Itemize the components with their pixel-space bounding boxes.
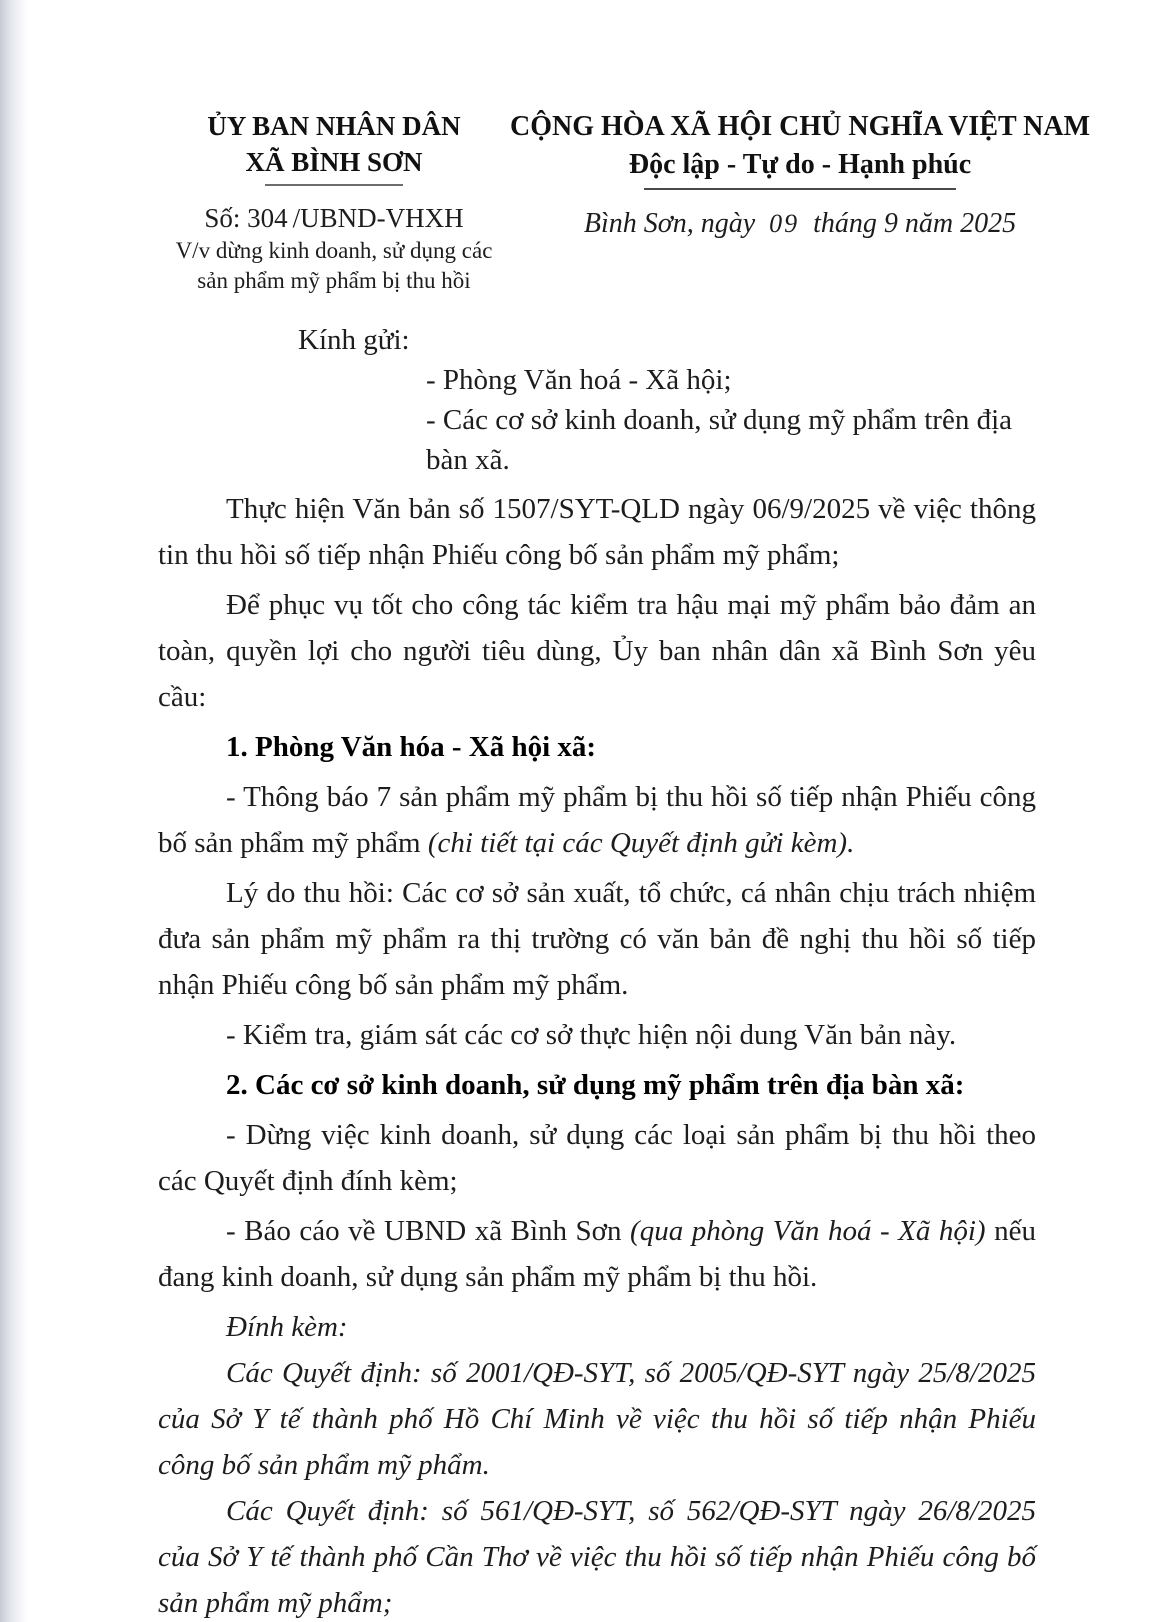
motto-underline-rule [644, 188, 956, 190]
authority-underline-rule [265, 184, 403, 186]
recipient-item: - Phòng Văn hoá - Xã hội; [426, 364, 732, 396]
date-day-filled: 09 [769, 209, 800, 238]
section2-item2 [158, 1208, 1036, 1300]
section2-item1: - Dừng việc kinh doanh, sử dụng các loại sản phẩm bị thu hồi theo các Quyết định đính kèm; [158, 1119, 1036, 1197]
document-header [158, 108, 1091, 296]
attachments-label: Đính kèm: [226, 1311, 348, 1343]
recipient-item: - Các cơ sở kinh doanh, sử dụng mỹ phẩm trên địa bàn xã. [426, 404, 1013, 476]
authority-name-line2: XÃ BÌNH SƠN [245, 147, 423, 177]
issuing-authority-block [158, 108, 510, 296]
authority-name-line1: ỦY BAN NHÂN DÂN [207, 111, 461, 141]
document-content [158, 0, 1091, 1622]
national-motto: Độc lập - Tự do - Hạnh phúc [628, 149, 972, 180]
attachment-item-1: Các Quyết định: số 2001/QĐ-SYT, số 2005/QĐ-SYT ngày 25/8/2025 của Sở Y tế thành phố Hồ Chí Minh về việc thu hồi số tiếp nhận Phiếu công bố sản phẩm mỹ phẩm. [158, 1357, 1036, 1481]
national-motto-block [510, 108, 1090, 296]
section1-reason: Lý do thu hồi: Các cơ sở sản xuất, tổ chức, cá nhân chịu trách nhiệm đưa sản phẩm mỹ phẩm ra thị trường có văn bản đề nghị thu hồi số tiếp nhận Phiếu công bố sản phẩm mỹ phẩm. [158, 877, 1036, 1001]
section2-item2-text2: nếu đang kinh doanh, sử dụng sản phẩm mỹ phẩm bị thu hồi. [158, 1215, 1036, 1293]
scan-edge-shadow [0, 0, 28, 1622]
document-subject-line2: sản phẩm mỹ phẩm bị thu hồi [197, 268, 471, 293]
document-subject-line1: V/v dừng kinh doanh, sử dụng các [175, 238, 493, 263]
recipient-list [426, 360, 1036, 480]
section1-item1-text: - Thông báo 7 sản phẩm mỹ phẩm bị thu hồi số tiếp nhận Phiếu công bố sản phẩm mỹ phẩm [158, 781, 1036, 859]
date-prefix: Bình Sơn, ngày [583, 208, 756, 239]
document-number-label: Số: 304 [204, 203, 288, 233]
paragraph-basis: Thực hiện Văn bản số 1507/SYT-QLD ngày 06/9/2025 về việc thông tin thu hồi số tiếp nhận Phiếu công bố sản phẩm mỹ phẩm; [158, 493, 1036, 571]
section2-heading: 2. Các cơ sở kinh doanh, sử dụng mỹ phẩm trên địa bàn xã: [226, 1069, 965, 1101]
document-body [158, 320, 1036, 1622]
document-number-code: /UBND-VHXH [292, 203, 464, 233]
document-number-line [158, 200, 510, 236]
national-title: CỘNG HÒA XÃ HỘI CHỦ NGHĨA VIỆT NAM [510, 111, 1091, 142]
date-suffix: tháng 9 năm 2025 [813, 208, 1017, 239]
section2-item2-note: (qua phòng Văn hoá - Xã hội) [630, 1215, 986, 1247]
section1-item1 [158, 774, 1036, 866]
paragraph-purpose: Để phục vụ tốt cho công tác kiểm tra hậu mại mỹ phẩm bảo đảm an toàn, quyền lợi cho người tiêu dùng, Ủy ban nhân dân xã Bình Sơn yêu cầu: [158, 589, 1036, 713]
section2-item2-text1: - Báo cáo về UBND xã Bình Sơn [226, 1215, 631, 1247]
attachment-item-2: Các Quyết định: số 561/QĐ-SYT, số 562/QĐ-SYT ngày 26/8/2025 của Sở Y tế thành phố Cần Thơ về việc thu hồi số tiếp nhận Phiếu công bố sản phẩm mỹ phẩm; [158, 1495, 1036, 1619]
place-date-line [510, 204, 1090, 244]
section1-item2: - Kiểm tra, giám sát các cơ sở thực hiện nội dung Văn bản này. [226, 1019, 957, 1051]
section1-heading: 1. Phòng Văn hóa - Xã hội xã: [226, 731, 597, 763]
salutation: Kính gửi: [298, 324, 410, 356]
section1-item1-note: (chi tiết tại các Quyết định gửi kèm). [427, 827, 855, 859]
